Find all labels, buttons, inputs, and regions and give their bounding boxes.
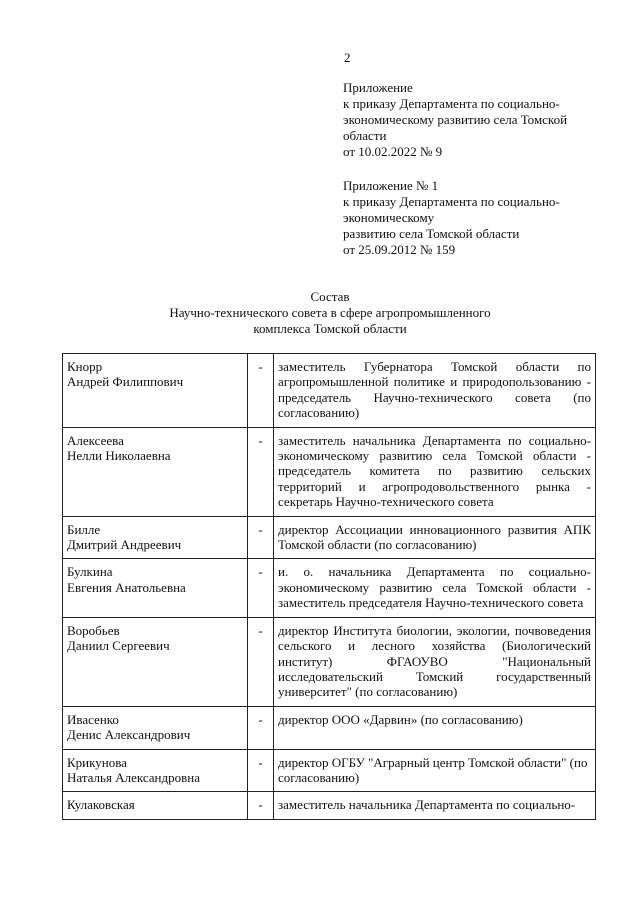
dash-separator: - [248, 749, 274, 792]
table-row [63, 559, 596, 617]
member-given-names: Денис Александрович [67, 727, 191, 743]
member-given-names: Андрей Филиппович [67, 374, 184, 390]
member-role: заместитель начальника Департамента по социально-экономическому развитию села Томской области - председатель комитета по развитию сельских территорий и агропродовольственного рынка - секретарь Научно-технического совета [274, 427, 596, 516]
table-row [63, 792, 596, 819]
title-line: Состав [310, 289, 350, 304]
member-role: и. о. начальника Департамента по социально-экономическому развитию села Томской области - заместитель председателя Научно-технического совета [274, 559, 596, 617]
table-row [63, 706, 596, 749]
council-members-table [62, 353, 596, 820]
member-surname: Кулаковская [67, 797, 135, 813]
member-name-cell [63, 706, 248, 749]
table-row [63, 427, 596, 516]
appendix-line: к приказу Департамента по социально- [343, 96, 560, 111]
appendix-line: к приказу Департамента по социально- [343, 194, 560, 209]
dash-separator: - [248, 706, 274, 749]
table-row [63, 749, 596, 792]
title-line: Научно-технического совета в сфере агропромышленного [169, 305, 491, 320]
member-surname: Булкина [67, 564, 113, 580]
member-role: заместитель Губернатора Томской области по агропромышленной политике и природопользованию - председатель Научно-технического совета (по согласованию) [274, 354, 596, 428]
member-role: заместитель начальника Департамента по социально- [274, 792, 596, 819]
member-name-cell [63, 617, 248, 706]
appendix-block-current-order [343, 80, 603, 160]
appendix-line: области [343, 128, 387, 143]
dash-separator: - [248, 516, 274, 559]
appendix-line: экономическому развитию села Томской [343, 112, 568, 127]
member-name-cell [63, 427, 248, 516]
appendix-block-original-order [343, 178, 603, 258]
table-row [63, 516, 596, 559]
member-surname: Алексеева [67, 432, 124, 448]
member-name-cell [63, 354, 248, 428]
dash-separator: - [248, 354, 274, 428]
appendix-line: от 25.09.2012 № 159 [343, 242, 456, 257]
dash-separator: - [248, 559, 274, 617]
appendix-line: Приложение [343, 80, 413, 95]
appendix-line: Приложение № 1 [343, 178, 439, 193]
member-name-cell [63, 559, 248, 617]
member-role: директор ОГБУ "Аграрный центр Томской области" (по согласованию) [274, 749, 596, 792]
appendix-line: развитию села Томской области [343, 226, 520, 241]
member-given-names: Нелли Николаевна [67, 448, 171, 464]
member-given-names: Евгения Анатольевна [67, 579, 186, 595]
member-given-names: Даниил Сергеевич [67, 638, 170, 654]
table-row [63, 354, 596, 428]
appendix-line: экономическому [343, 210, 435, 225]
member-role: директор Института биологии, экологии, почвоведения сельского и лесного хозяйства (Биологический институт) ФГАОУВО "Национальный исследовательский Томский государственный университет" (по согласованию) [274, 617, 596, 706]
dash-separator: - [248, 617, 274, 706]
member-name-cell [63, 749, 248, 792]
member-surname: Ивасенко [67, 711, 119, 727]
member-surname: Крикунова [67, 754, 127, 770]
table-row [63, 617, 596, 706]
appendix-line: от 10.02.2022 № 9 [343, 144, 443, 159]
member-role: директор Ассоциации инновационного развития АПК Томской области (по согласованию) [274, 516, 596, 559]
member-given-names: Дмитрий Андреевич [67, 537, 182, 553]
dash-separator: - [248, 792, 274, 819]
member-name-cell [63, 792, 248, 819]
member-role: директор ООО «Дарвин» (по согласованию) [274, 706, 596, 749]
member-surname: Воробьев [67, 622, 120, 638]
member-surname: Кнорр [67, 359, 103, 374]
document-title [60, 289, 600, 337]
member-given-names: Наталья Александровна [67, 769, 200, 785]
dash-separator: - [248, 427, 274, 516]
member-name-cell [63, 516, 248, 559]
member-surname: Билле [67, 521, 101, 537]
page-number: 2 [344, 50, 351, 65]
title-line: комплекса Томской области [253, 321, 407, 336]
